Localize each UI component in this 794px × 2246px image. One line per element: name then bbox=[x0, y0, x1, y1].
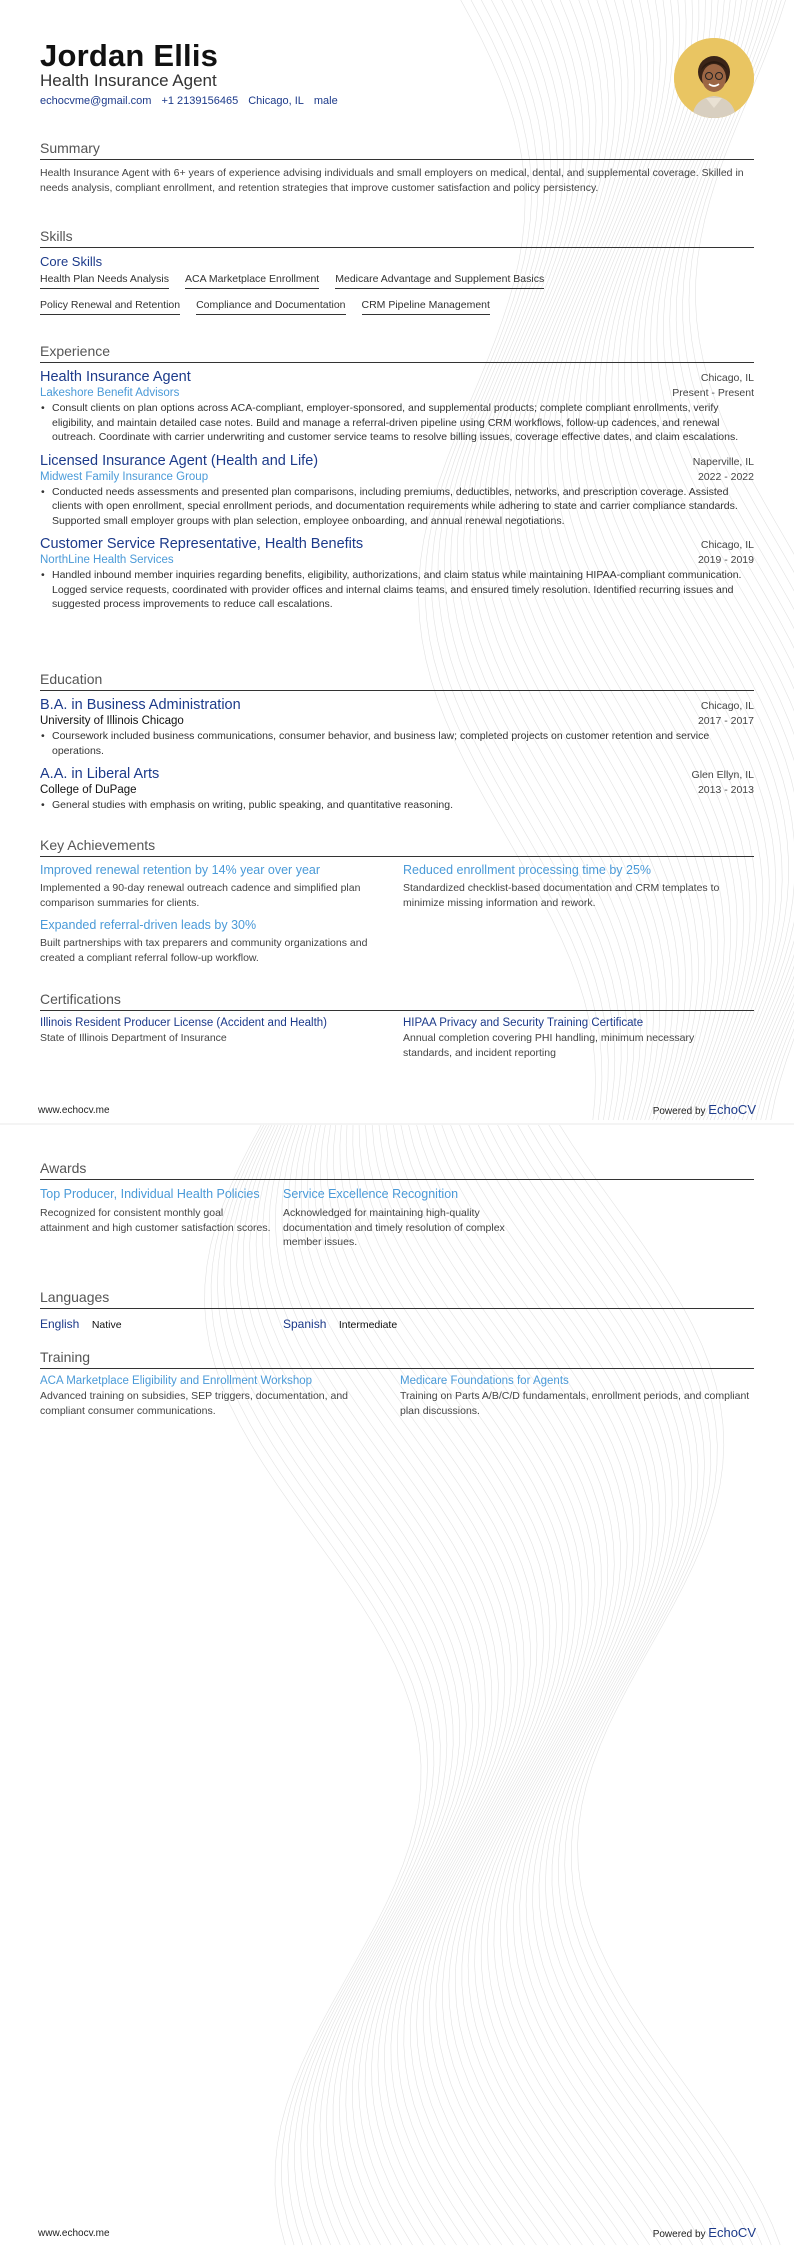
certification-title: HIPAA Privacy and Security Training Certificate bbox=[403, 1017, 644, 1029]
training-desc: Training on Parts A/B/C/D fundamentals, enrollment periods, and compliant plan discussions. bbox=[400, 1390, 750, 1417]
languages-section bbox=[40, 1289, 754, 1333]
job-bullet: • Handled inbound member inquiries regarding benefits, eligibility, authorizations, and claim status while maintaining HIPAA-compliant communication. Logged service requests, coordinated with provider offices and internal claims teams, and ensured timely resolution. Identified recurring issues and suggested process improvements to reduce call escalations. bbox=[40, 568, 754, 612]
summary-text: Health Insurance Agent with 6+ years of experience advising individuals and small employers on medical, dental, and supplemental coverage. Skilled in needs analysis, compliant enrollment, and retention strategies that improve customer satisfaction and policy persistency. bbox=[40, 167, 744, 194]
job-location: Naperville, IL bbox=[692, 455, 754, 468]
job-location: Chicago, IL bbox=[700, 372, 754, 384]
certification-title: Illinois Resident Producer License (Accident and Health) bbox=[40, 1017, 328, 1029]
job-title: Licensed Insurance Agent (Health and Life) bbox=[40, 452, 319, 469]
achievement-item bbox=[40, 918, 403, 965]
achievement-item bbox=[403, 863, 754, 910]
training-desc: Advanced training on subsidies, SEP triggers, documentation, and compliant consumer communications. bbox=[40, 1390, 348, 1417]
education-section bbox=[40, 671, 754, 813]
skill-tag: Health Plan Needs Analysis bbox=[40, 273, 169, 289]
degree-title: B.A. in Business Administration bbox=[40, 697, 241, 713]
job-dates: Present - Present bbox=[672, 387, 754, 399]
brand-logo[interactable]: EchoCV bbox=[708, 2225, 756, 2240]
training-title: Medicare Foundations for Agents bbox=[400, 1375, 569, 1387]
section-title: Education bbox=[40, 671, 754, 691]
achievements-section bbox=[40, 837, 754, 965]
section-title: Experience bbox=[40, 343, 754, 363]
company-name: NorthLine Health Services bbox=[40, 554, 174, 566]
section-title: Skills bbox=[40, 228, 754, 248]
powered-by-text: Powered by bbox=[652, 1106, 706, 1117]
school-name: College of DuPage bbox=[40, 784, 137, 796]
certification-desc: Annual completion covering PHI handling, minimum necessary standards, and incident reporting bbox=[403, 1032, 695, 1059]
experience-section bbox=[40, 343, 754, 612]
training-section bbox=[40, 1349, 754, 1418]
email-link[interactable]: echocvme@gmail.com bbox=[40, 95, 152, 107]
training-item bbox=[40, 1375, 400, 1418]
awards-section bbox=[40, 1160, 754, 1250]
education-entry bbox=[40, 697, 754, 758]
job-title: Health Insurance Agent bbox=[40, 369, 191, 385]
achievement-desc: Implemented a 90-day renewal outreach cadence and simplified plan comparison summaries for clients. bbox=[40, 882, 361, 909]
footer-powered bbox=[653, 2225, 756, 2240]
footer-site[interactable]: www.echocv.me bbox=[38, 1105, 110, 1116]
skill-tag: CRM Pipeline Management bbox=[362, 299, 490, 315]
skill-tag: Compliance and Documentation bbox=[196, 299, 345, 315]
skills-subheading: Core Skills bbox=[40, 254, 103, 269]
certification-desc: State of Illinois Department of Insurance bbox=[40, 1032, 227, 1044]
avatar bbox=[674, 38, 754, 118]
certifications-section bbox=[40, 991, 754, 1060]
job-entry bbox=[40, 369, 754, 445]
job-dates: 2019 - 2019 bbox=[697, 554, 754, 566]
award-item bbox=[40, 1186, 283, 1250]
section-title: Summary bbox=[40, 140, 754, 160]
brand-logo[interactable]: EchoCV bbox=[708, 1102, 756, 1117]
award-item bbox=[283, 1186, 526, 1250]
award-desc: Recognized for consistent monthly goal attainment and high customer satisfaction scores. bbox=[40, 1207, 271, 1234]
location-text: Chicago, IL bbox=[248, 95, 304, 107]
education-entry bbox=[40, 766, 754, 813]
footer-site[interactable]: www.echocv.me bbox=[38, 2228, 110, 2239]
job-title: Customer Service Representative, Health Benefits bbox=[40, 536, 364, 552]
phone-link[interactable]: +1 2139156465 bbox=[161, 95, 239, 107]
certification-item bbox=[403, 1017, 754, 1060]
training-item bbox=[400, 1375, 754, 1418]
section-title: Key Achievements bbox=[40, 837, 754, 857]
candidate-title: Health Insurance Agent bbox=[40, 71, 217, 90]
education-dates: 2013 - 2013 bbox=[697, 784, 754, 796]
gender-text: male bbox=[313, 95, 338, 107]
achievement-title: Reduced enrollment processing time by 25% bbox=[403, 863, 652, 877]
section-title: Training bbox=[40, 1349, 754, 1369]
company-name: Midwest Family Insurance Group bbox=[40, 470, 209, 483]
section-title: Awards bbox=[40, 1160, 754, 1180]
skill-row bbox=[40, 299, 754, 315]
skills-section bbox=[40, 228, 754, 325]
certification-item bbox=[40, 1017, 403, 1060]
section-title: Languages bbox=[40, 1289, 754, 1309]
job-entry bbox=[40, 453, 754, 529]
footer-powered bbox=[653, 1102, 756, 1117]
award-desc: Acknowledged for maintaining high-quality documentation and timely resolution of complex member issues. bbox=[283, 1207, 505, 1248]
education-dates: 2017 - 2017 bbox=[697, 715, 754, 727]
achievement-title: Expanded referral-driven leads by 30% bbox=[40, 918, 257, 932]
achievement-item bbox=[40, 863, 403, 910]
job-bullet: • Consult clients on plan options across ACA-compliant, employer-sponsored, and supplemental products; complete compliant enrollments, verify eligibility, and maintain detailed case notes. Build and manage a referral-driven pipeline using CRM workflows, follow-up cadences, and renewal outreach. Coordinate with carrier underwriting and customer service teams to resolve billing issues, coverage effective dates, and claim escalations. bbox=[40, 401, 754, 445]
school-location: Glen Ellyn, IL bbox=[691, 769, 754, 781]
powered-by-text: Powered by bbox=[652, 2229, 706, 2240]
language-item bbox=[40, 1315, 283, 1333]
degree-title: A.A. in Liberal Arts bbox=[40, 766, 160, 782]
avatar-portrait-icon bbox=[674, 38, 754, 118]
job-entry bbox=[40, 536, 754, 612]
language-level: Native bbox=[91, 1319, 122, 1331]
achievement-desc: Built partnerships with tax preparers and community organizations and created a compliant referral follow-up workflow. bbox=[40, 937, 368, 964]
school-location: Chicago, IL bbox=[700, 700, 754, 712]
language-name: English bbox=[40, 1317, 80, 1331]
page-break bbox=[0, 1123, 794, 1125]
language-level: Intermediate bbox=[338, 1319, 398, 1331]
award-title: Service Excellence Recognition bbox=[283, 1187, 459, 1201]
education-bullet: • Coursework included business communications, consumer behavior, and business law; completed projects on customer retention and service operations. bbox=[40, 729, 754, 758]
contact-info bbox=[40, 95, 338, 107]
job-bullet: • Conducted needs assessments and presented plan comparisons, including premiums, deductibles, networks, and prescription coverage. Assisted clients with open enrollment, special enrollment periods, and documentation requirements while adhering to state and carrier compliance standards. Supported small employer groups with plan selection, employee onboarding, and annual renewal negotiations. bbox=[40, 485, 754, 529]
skill-tag: ACA Marketplace Enrollment bbox=[185, 273, 319, 289]
language-name: Spanish bbox=[283, 1317, 327, 1331]
skill-tag: Policy Renewal and Retention bbox=[40, 299, 180, 315]
skill-row bbox=[40, 273, 754, 289]
school-name: University of Illinois Chicago bbox=[40, 715, 184, 727]
company-name: Lakeshore Benefit Advisors bbox=[40, 387, 180, 399]
skill-tag: Medicare Advantage and Supplement Basics bbox=[335, 273, 544, 289]
candidate-name: Jordan Ellis bbox=[40, 38, 219, 73]
training-title: ACA Marketplace Eligibility and Enrollment Workshop bbox=[40, 1375, 313, 1387]
education-bullet: • General studies with emphasis on writing, public speaking, and quantitative reasoning. bbox=[40, 798, 754, 813]
achievement-title: Improved renewal retention by 14% year over year bbox=[40, 863, 321, 877]
award-title: Top Producer, Individual Health Policies bbox=[40, 1187, 260, 1201]
job-location: Chicago, IL bbox=[700, 539, 754, 551]
job-dates: 2022 - 2022 bbox=[697, 470, 754, 483]
section-title: Certifications bbox=[40, 991, 754, 1011]
language-item bbox=[283, 1315, 526, 1333]
achievement-desc: Standardized checklist-based documentation and CRM templates to minimize missing information and rework. bbox=[403, 882, 720, 909]
summary-section bbox=[40, 140, 754, 195]
